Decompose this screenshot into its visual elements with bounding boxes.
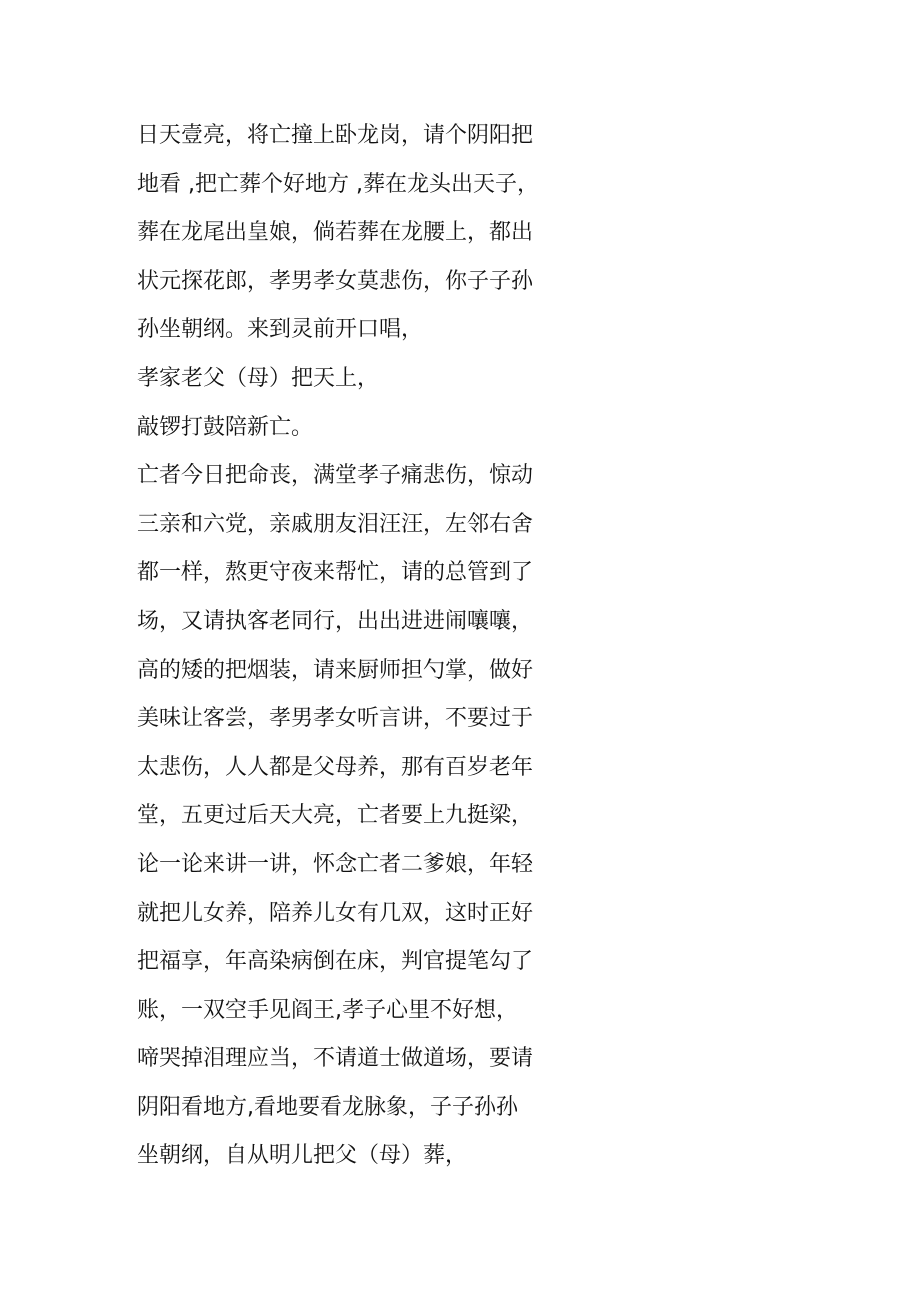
text-line: 坐朝纲，自从明儿把父（母）葬， (137, 1143, 468, 1169)
body-text (137, 112, 577, 1181)
text-line: 美味让客尝，孝男孝女听言讲，不要过于 (137, 706, 534, 732)
text-line: 亡者今日把命丧，满堂孝子痛悲伤，惊动 (137, 463, 534, 489)
text-line: 啼哭掉泪理应当，不请道士做道场，要请 (137, 1046, 534, 1072)
text-line: 太悲伤，人人都是父母养，那有百岁老年 (137, 754, 534, 780)
text-line: 就把儿女养，陪养儿女有几双，这时正好 (137, 900, 534, 926)
text-line: 三亲和六党，亲戚朋友泪汪汪，左邻右舍 (137, 511, 534, 537)
text-line: 敲锣打鼓陪新亡。 (137, 414, 314, 440)
text-line: 孝家老父（母）把天上， (137, 365, 380, 391)
text-line: 场，又请执客老同行，出出进进闹嚷嚷， (137, 608, 534, 634)
text-line: 堂，五更过后天大亮，亡者要上九挺梁， (137, 803, 534, 829)
text-line: 地看 ,把亡葬个好地方 ,葬在龙头出天子， (137, 171, 539, 197)
text-line: 都一样，熬更守夜来帮忙，请的总管到了 (137, 560, 534, 586)
text-line: 论一论来讲一讲，怀念亡者二爹娘，年轻 (137, 851, 534, 877)
text-line: 阴阳看地方,看地要看龙脉象，子子孙孙 (137, 1094, 518, 1120)
text-line: 日天壹亮，将亡撞上卧龙岗，请个阴阳把 (137, 123, 534, 148)
text-line: 葬在龙尾出皇娘，倘若葬在龙腰上，都出 (137, 220, 534, 246)
text-line: 状元探花郎，孝男孝女莫悲伤，你子子孙 (137, 268, 534, 294)
text-line: 高的矮的把烟装，请来厨师担勺掌，做好 (137, 657, 534, 683)
text-line: 账，一双空手见阎王,孝子心里不好想， (137, 997, 518, 1023)
text-line: 孙坐朝纲。来到灵前开口唱， (137, 317, 424, 343)
text-line: 把福享，年高染病倒在床，判官提笔勾了 (137, 949, 534, 975)
